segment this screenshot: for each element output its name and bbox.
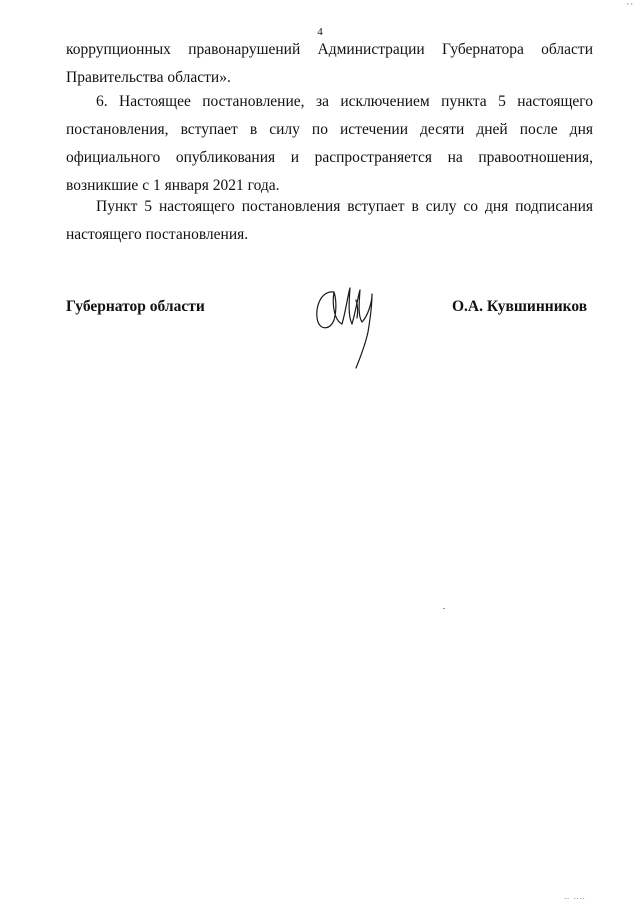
page-number: 4 <box>317 26 323 38</box>
paragraph-text: 6. Настоящее постановление, за исключением пункта 5 настоящего постановления, вступает в силу по истечении десяти дней после дня официального опубликования и распространяется на правоотношения, возникшие с 1 января 2021 года. <box>66 93 593 194</box>
paragraph-text: коррупционных правонарушений Администрации Губернатора области Правительства области». <box>66 41 593 86</box>
signer-title: Губернатор области <box>66 298 205 315</box>
scan-speck <box>443 608 445 609</box>
paragraph-text: Пункт 5 настоящего постановления вступает в силу со дня подписания настоящего постановления. <box>66 198 593 243</box>
handwritten-signature-icon <box>312 280 384 372</box>
scan-artifact-top: ‚‚ <box>626 0 634 6</box>
paragraph-continuation <box>66 36 593 92</box>
paragraph-point-5-effect <box>66 193 593 249</box>
signer-name: О.А. Кувшинников <box>452 298 588 315</box>
paragraph-item-6 <box>66 88 593 200</box>
scan-artifact-bottom: ‥ ‥‥ <box>563 892 586 901</box>
